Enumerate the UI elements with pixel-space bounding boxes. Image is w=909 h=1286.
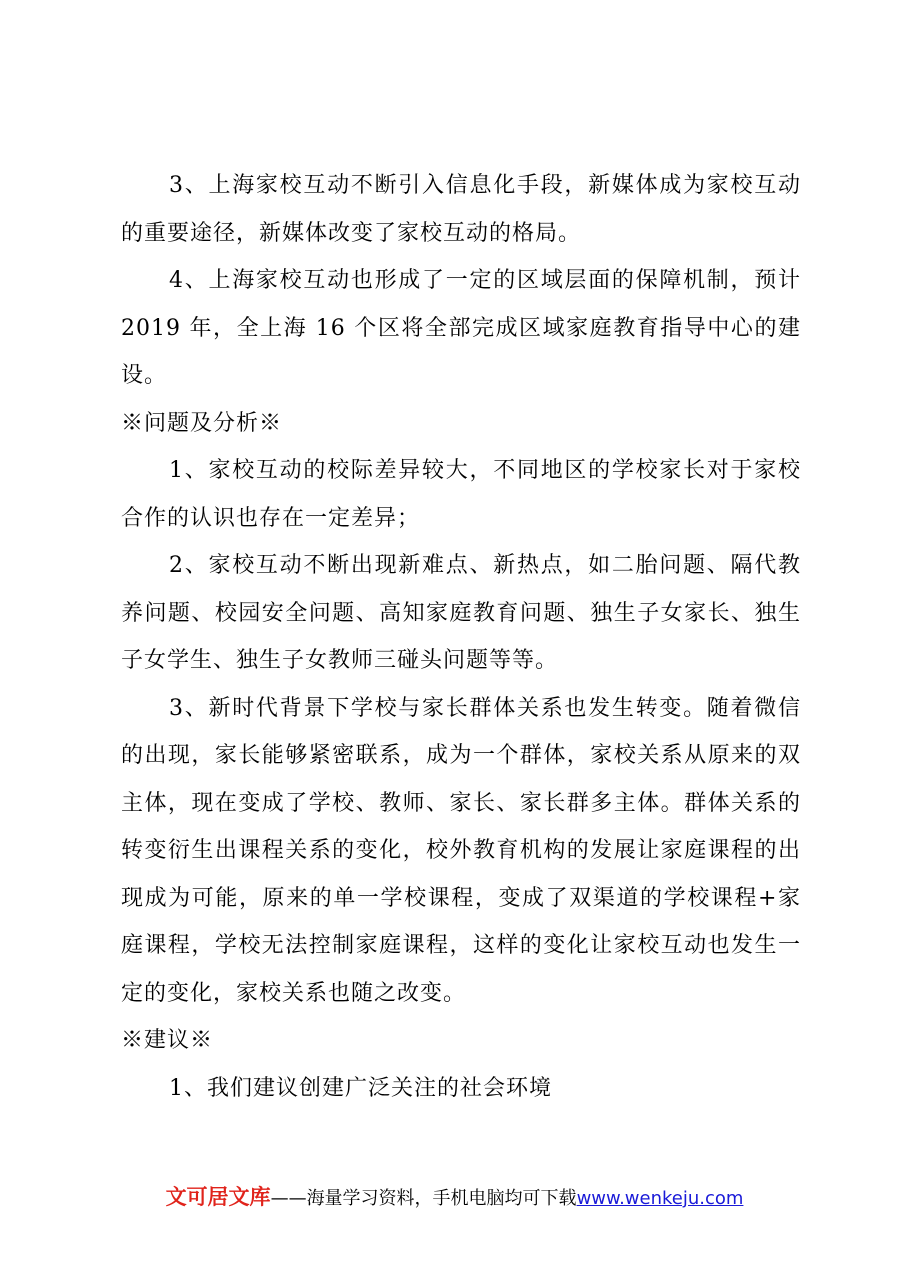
paragraph: 2、家校互动不断出现新难点、新热点，如二胎问题、隔代教养问题、校园安全问题、高知家庭教育问题、独生子女家长、独生子女学生、独生子女教师三碰头问题等等。: [121, 553, 801, 673]
paragraph: 3、上海家校互动不断引入信息化手段，新媒体成为家校互动的重要途径，新媒体改变了家校互动的格局。: [121, 173, 801, 246]
paragraph: 3、新时代背景下学校与家长群体关系也发生转变。随着微信的出现，家长能够紧密联系，成为一个群体，家校关系从原来的双主体，现在变成了学校、教师、家长、家长群多主体。群体关系的转变衍生出课程关系的变化，校外教育机构的发展让家庭课程的出现成为可能，原来的单一学校课程，变成了双渠道的学校课程+家庭课程，学校无法控制家庭课程，这样的变化让家校互动也发生一定的变化，家校关系也随之改变。: [121, 695, 801, 1006]
paragraph: 1、我们建议创建广泛关注的社会环境: [169, 1075, 552, 1101]
paragraph: 4、上海家校互动也形成了一定的区域层面的保障机制，预计 2019 年，全上海 16 个区将全部完成区域家庭教育指导中心的建设。: [121, 268, 801, 388]
document-body: [121, 162, 801, 1112]
section-heading: ※建议※: [121, 1028, 214, 1053]
page-footer: [0, 1182, 909, 1214]
paragraph: 1、家校互动的校际差异较大，不同地区的学校家长对于家校合作的认识也存在一定差异；: [121, 458, 801, 531]
footer-dash: ——: [270, 1188, 307, 1209]
footer-link[interactable]: www.wenkeju.com: [576, 1188, 744, 1209]
section-heading: ※问题及分析※: [121, 410, 283, 436]
footer-brand: 文可居文库: [165, 1185, 271, 1209]
footer-tagline: 海量学习资料，手机电脑均可下载: [306, 1188, 577, 1209]
